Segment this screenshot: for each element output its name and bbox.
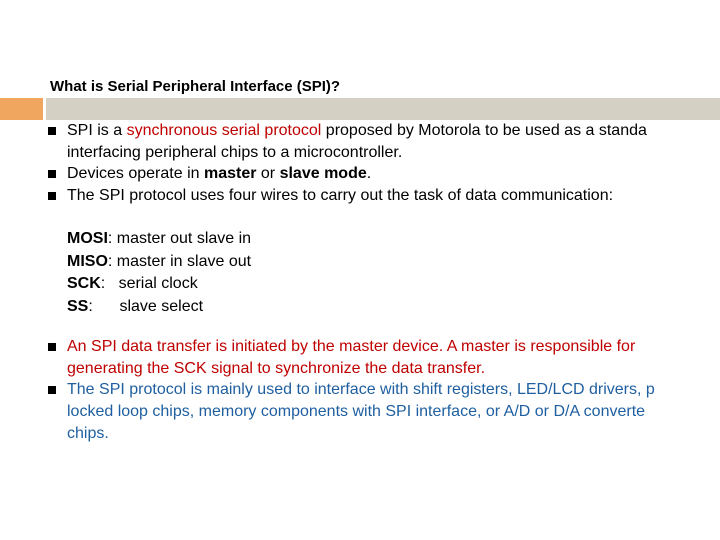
bullet-5-line-3: chips. (67, 425, 109, 442)
bullet-2-post: . (366, 165, 372, 182)
bullet-2-master: master (203, 165, 257, 182)
bullet-marker (48, 343, 56, 351)
bullet-2-or: or (256, 165, 280, 182)
bullet-5-line-2: locked loop chips, memory components with SPI interface, or A/D or D/A converte (67, 403, 646, 420)
signal-term: MISO (67, 252, 108, 270)
bullet-3: The SPI protocol uses four wires to carry out the task of data communication: (67, 187, 614, 204)
signal-definitions (67, 228, 251, 318)
bullet-1-highlight: synchronous serial protocol (126, 122, 322, 139)
signal-term: SS (67, 297, 89, 315)
signal-term: SCK (67, 275, 101, 292)
bullet-4-line-2: generating the SCK signal to synchronize the data transfer. (67, 360, 486, 377)
bullet-1-line-2: interfacing peripheral chips to a microcontroller. (67, 144, 403, 161)
signal-row (67, 228, 251, 251)
bullet-4-line-1: An SPI data transfer is initiated by the master device. A master is responsible for (67, 338, 636, 355)
bullet-1-post: proposed by Motorola to be used as a standa (321, 122, 647, 139)
bullet-5-line-1: The SPI protocol is mainly used to interface with shift registers, LED/LCD drivers, p (67, 381, 655, 398)
signal-row (67, 273, 251, 296)
bullet-2-slave-mode: slave mode (279, 165, 367, 182)
bullet-marker (48, 192, 56, 200)
signal-separator: : (100, 275, 119, 292)
signal-separator: : (107, 252, 117, 270)
bullet-marker (48, 127, 56, 135)
signal-desc: serial clock (118, 275, 198, 292)
signal-row (67, 296, 251, 319)
slide-title: What is Serial Peripheral Interface (SPI)? (50, 78, 341, 95)
signal-term: MOSI (67, 230, 108, 247)
bullet-2 (67, 163, 371, 185)
bullet-2-pre: Devices operate in (67, 165, 204, 182)
signal-separator: : (88, 297, 120, 315)
signal-row (67, 251, 251, 274)
signal-separator: : (107, 230, 117, 247)
bullet-1-pre: SPI is a (67, 122, 127, 139)
bullet-marker (48, 170, 56, 178)
bullet-1-line-1 (67, 120, 647, 142)
signal-desc: slave select (119, 297, 204, 315)
signal-desc: master out slave in (116, 230, 252, 247)
bullet-marker (48, 386, 56, 394)
signal-desc: master in slave out (116, 252, 252, 270)
